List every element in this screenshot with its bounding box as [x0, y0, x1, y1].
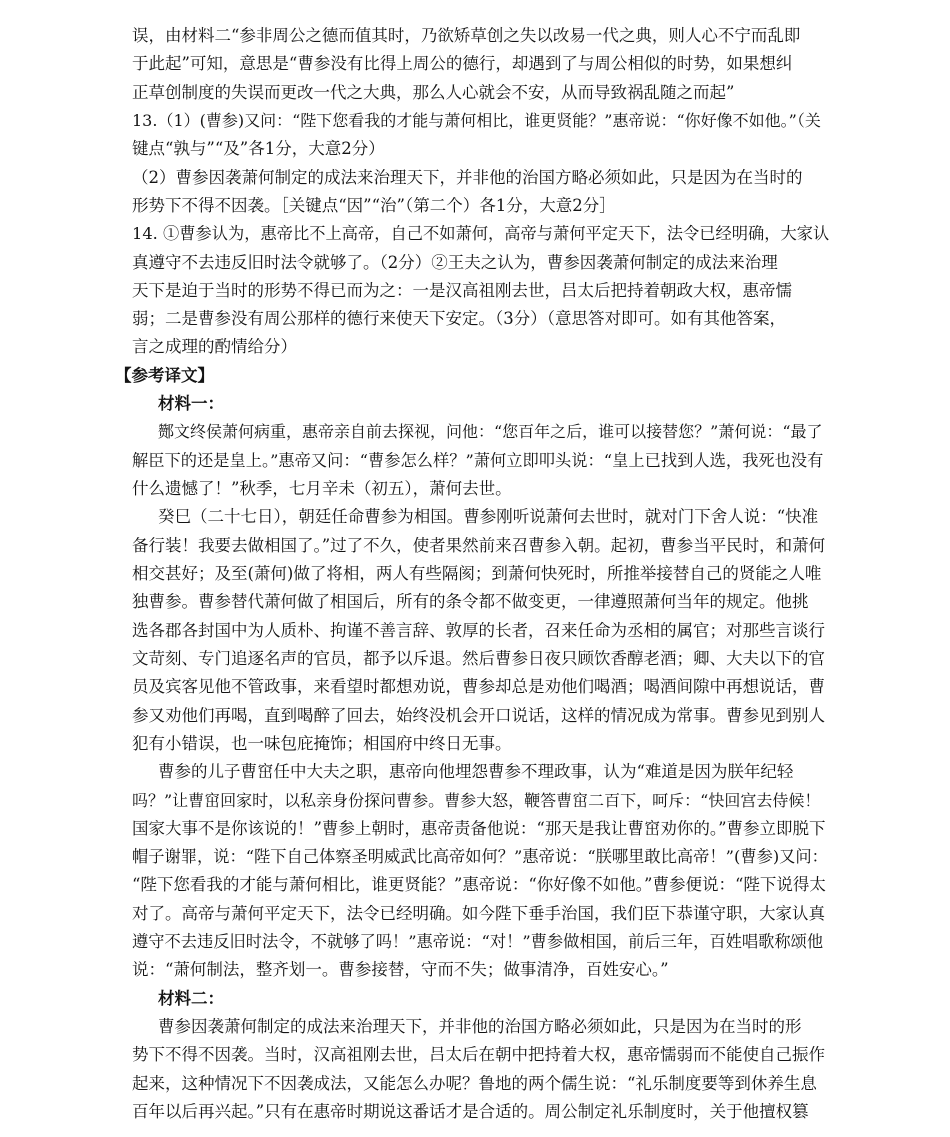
material-one-title: 材料一：: [158, 394, 224, 413]
material-one-line: 帽子谢罪，说：“陛下自己体察圣明威武比高帝如何？”惠帝说：“朕哪里敢比高帝！”(曹参)又问：: [132, 847, 828, 866]
material-one-line: 遵守不去违反旧时法令，不就够了吗！”惠帝说：“对！”曹参做相国，前后三年，百姓唱歌称颂他: [132, 932, 824, 951]
material-one-line: “陛下您看我的才能与萧何相比，谁更贤能？”惠帝说：“你好像不如他。”曹参便说：“陛下说得太: [132, 875, 826, 894]
material-one-line: 吗？”让曹窋回家时，以私亲身份探问曹参。曹参大怒，鞭答曹窋二百下，呵斥：“快回宫去侍候！: [132, 791, 821, 810]
answer-continuation-line: 误，由材料二“参非周公之德而值其时，乃欲矫草创之失以改易一代之典，则人心不宁而乱即: [132, 26, 801, 45]
material-one-line: 犯有小错误，也一味包庇掩饰；相国府中终日无事。: [132, 734, 512, 753]
answer-13-line: 形势下不得不因袭。［关键点“因”“治”（第二个）各1分，大意2分］: [132, 196, 616, 215]
answer-14-line: 天下是迫于当时的形势不得已而为之：一是汉高祖刚去世，吕太后把持着朝政大权，惠帝懦: [132, 281, 792, 300]
material-two-line: 势下不得不因袭。当时，汉高祖刚去世，吕太后在朝中把持着大权，惠帝懦弱而不能使自己振作: [132, 1045, 825, 1064]
material-one-line: 选各郡各封国中为人质朴、拘谨不善言辞、敦厚的长者，召来任命为丞相的属官；对那些言谈行: [132, 621, 825, 640]
material-two-line: 百年以后再兴起。”只有在惠帝时期说这番话才是合适的。周公制定礼乐制度时，关于他擅权篡: [132, 1102, 809, 1121]
material-one-line: 解臣下的还是皇上。”惠帝又问：“曹参怎么样？”萧何立即叩头说：“皇上已找到人选，我死也没有: [132, 451, 824, 470]
material-one-line: 参又劝他们再喝，直到喝醉了回去，始终没机会开口说话，这样的情况成为常事。曹参见到别人: [132, 706, 825, 725]
answer-continuation-line: 正草创制度的失误而更改一代之大典，那么人心就会不安，从而导致祸乱随之而起”: [132, 83, 735, 102]
material-one-line: 备行装！我要去做相国了。”过了不久，使者果然前来召曹参入朝。起初，曹参当平民时，和萧何: [132, 536, 826, 555]
material-one-line: 相交甚好；及至(萧何)做了将相，两人有些隔阂；到萧何快死时，所推举接替自己的贤能之人唯: [132, 564, 822, 583]
answer-13-line: 13.（1）(曹参)又问：“陛下您看我的才能与萧何相比，谁更贤能？”惠帝说：“你好像不如他。”（关: [132, 111, 821, 130]
material-one-line: 文苛刻、专门追逐名声的官员，都予以斥退。然后曹参日夜只顾饮香醇老酒；卿、大夫以下的官: [132, 649, 825, 668]
material-two-line: 曹参因袭萧何制定的成法来治理天下，并非他的治国方略必须如此，只是因为在当时的形: [158, 1017, 802, 1036]
material-one-line: 员及宾客见他不管政事，来看望时都想劝说，曹参却总是劝他们喝酒；喝酒间隙中再想说话，曹: [132, 677, 825, 696]
answer-continuation-line: 于此起”可知，意思是“曹参没有比得上周公的德行，却遇到了与周公相似的时势，如果想纠: [132, 54, 793, 73]
answer-14-line: 14. ①曹参认为，惠帝比不上高帝，自己不如萧何，高帝与萧何平定天下，法令已经明确，大家认: [132, 224, 830, 243]
material-one-line: 癸巳（二十七日），朝廷任命曹参为相国。曹参刚听说萧何去世时，就对门下舍人说：“快准: [158, 507, 819, 526]
answer-14-line: 真遵守不去违反旧时法令就够了。（2分）②王夫之认为，曹参因袭萧何制定的成法来治理: [132, 253, 778, 272]
material-one-line: 曹参的儿子曹窋任中大夫之职，惠帝向他埋怨曹参不理政事，认为“难道是因为朕年纪轻: [158, 762, 794, 781]
material-one-line: 独曹参。曹参替代萧何做了相国后，所有的条令都不做变更，一律遵照萧何当年的规定。他挑: [132, 592, 809, 611]
answer-13-line: 键点“孰与”“及”各1分，大意2分）: [132, 139, 385, 158]
material-two-line: 起来，这种情况下不因袭成法，又能怎么办呢？鲁地的两个儒生说：“礼乐制度要等到休养生息: [132, 1074, 817, 1093]
material-two-title: 材料二：: [158, 989, 224, 1008]
material-one-line: 酂文终侯萧何病重，惠帝亲自前去探视，问他：“您百年之后，谁可以接替您？”萧何说：“最了: [158, 422, 823, 441]
material-one-line: 说：“萧何制法，整齐划一。曹参接替，守而不失；做事清净，百姓安心。”: [132, 960, 669, 979]
material-one-line: 国家大事不是你该说的！”曹参上朝时，惠帝责备他说：“那天是我让曹窋劝你的。”曹参立即脱下: [132, 819, 826, 838]
answer-13-line: （2）曹参因袭萧何制定的成法来治理天下，并非他的治国方略必须如此，只是因为在当时的: [132, 168, 803, 187]
translation-heading: 【参考译文】: [115, 366, 214, 385]
answer-14-line: 弱；二是曹参没有周公那样的德行来使天下安定。（3分）（意思答对即可。如有其他答案，: [132, 309, 786, 328]
material-one-line: 什么遗憾了！”秋季，七月辛未（初五），萧何去世。: [132, 479, 512, 498]
material-one-line: 对了。高帝与萧何平定天下，法令已经明确。如今陛下垂手治国，我们臣下恭谨守职，大家认真: [132, 904, 825, 923]
answer-14-line: 言之成理的酌情给分）: [132, 337, 297, 356]
